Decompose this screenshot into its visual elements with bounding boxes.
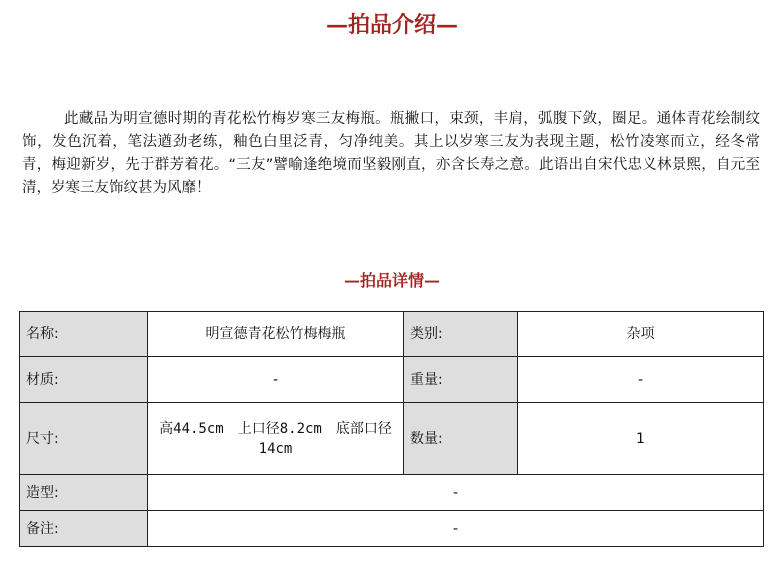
size-label: 尺寸: — [20, 403, 148, 475]
weight-label: 重量: — [404, 357, 518, 403]
category-value: 杂项 — [518, 312, 764, 357]
material-value: - — [148, 357, 404, 403]
intro-section-title: —拍品介绍— — [325, 12, 458, 38]
intro-paragraph: 此藏品为明宣德时期的青花松竹梅岁寒三友梅瓶。瓶撇口，束颈，丰肩，弧腹下敛，圈足。通体青花绘制纹饰，发色沉着，笔法遒劲老练，釉色白里泛青，匀净纯美。其上以岁寒三友为表现主题，松竹凌寒而立，经冬常青，梅迎新岁，先于群芳着花。“三友”譬喻逢绝境而坚毅刚直，亦含长寿之意。此语出自宋代忠义林景熙，自元至清，岁寒三友饰纹甚为风靡！ — [22, 111, 760, 196]
name-value: 明宣德青花松竹梅梅瓶 — [148, 312, 404, 357]
details-row-size — [20, 403, 764, 475]
material-label: 材质: — [20, 357, 148, 403]
name-label: 名称: — [20, 312, 148, 357]
details-row-material — [20, 357, 764, 403]
remarks-label: 备注: — [20, 511, 148, 547]
quantity-label: 数量: — [404, 403, 518, 475]
weight-value: - — [518, 357, 764, 403]
details-row-remarks — [20, 511, 764, 547]
shape-value: - — [148, 475, 764, 511]
shape-label: 造型: — [20, 475, 148, 511]
category-label: 类别: — [404, 312, 518, 357]
details-section-title: —拍品详情— — [343, 271, 440, 290]
remarks-value: - — [148, 511, 764, 547]
details-row-name — [20, 312, 764, 357]
quantity-value: 1 — [518, 403, 764, 475]
size-value: 高44.5cm 上口径8.2cm 底部口径14cm — [148, 403, 404, 475]
details-table — [19, 311, 764, 547]
details-row-shape — [20, 475, 764, 511]
